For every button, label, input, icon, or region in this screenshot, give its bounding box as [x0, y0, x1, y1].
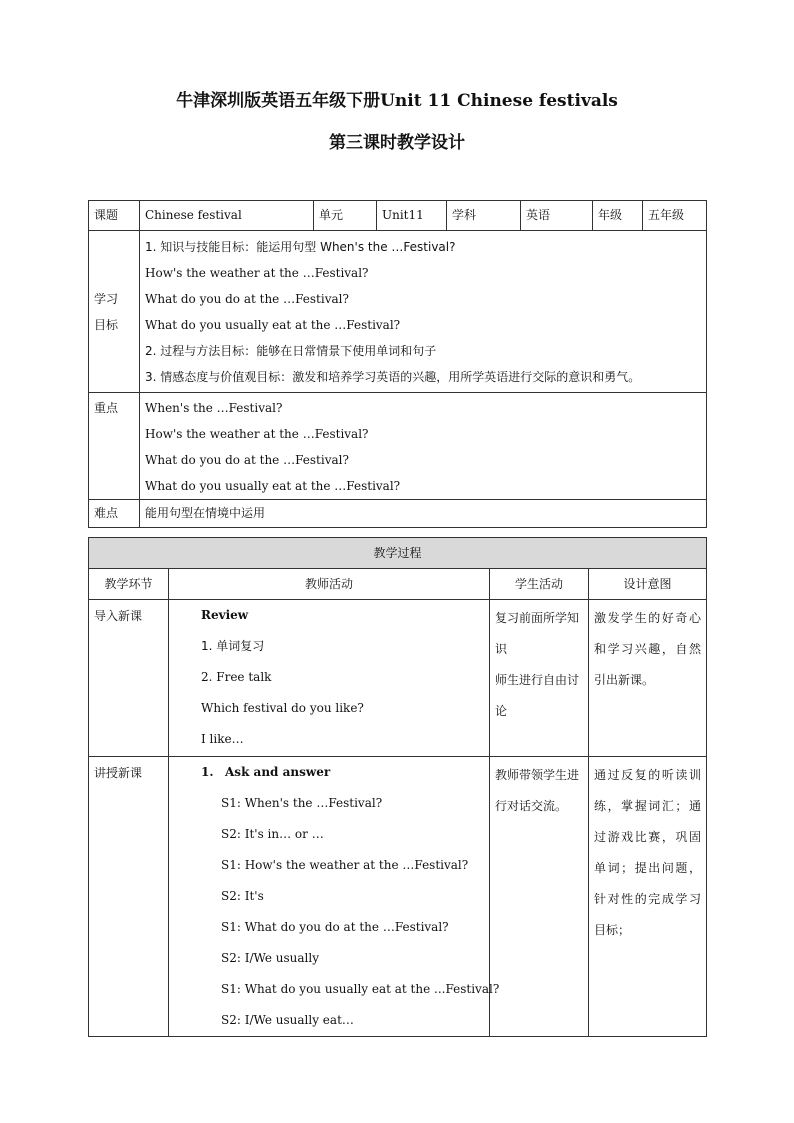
header-teacher: 教师活动	[169, 569, 490, 600]
student-intro-line: 师生进行自由讨论	[495, 673, 580, 718]
keypoint-line: When's the …Festival?	[145, 401, 283, 415]
teacher-new	[169, 757, 500, 1037]
stage-intro: 导入新课	[89, 600, 169, 757]
teacher-intro	[169, 600, 490, 757]
topic-label: 课题	[89, 201, 140, 231]
dialogue-line: S2: It's	[221, 889, 264, 903]
objectives-content	[140, 231, 707, 393]
dialogue-line: S1: When's the …Festival?	[221, 796, 383, 810]
teacher-intro-line: 1. 单词复习	[201, 639, 265, 653]
teacher-intro-line: I like…	[201, 732, 244, 746]
keypoints-label: 重点	[89, 393, 140, 500]
topic-value: Chinese festival	[140, 201, 314, 231]
objective-line: How's the weather at the …Festival?	[145, 266, 369, 280]
info-row	[89, 201, 707, 231]
intent-new: 通过反复的听读训练，掌握词汇；通过游戏比赛，巩固单词；提出问题，针对性的完成学习目标；	[589, 757, 707, 1037]
teacher-intro-line: 2. Free talk	[201, 670, 272, 684]
process-band-row	[89, 538, 707, 569]
objective-line: 3. 情感态度与价值观目标：激发和培养学习英语的兴趣，用所学英语进行交际的意识和勇气。	[145, 370, 641, 384]
dialogue-line: S1: What do you usually eat at the ...Festival?	[221, 982, 500, 996]
header-student: 学生活动	[490, 569, 589, 600]
stage-new: 讲授新课	[89, 757, 169, 1037]
subject-label: 学科	[447, 201, 521, 231]
objective-line: 2. 过程与方法目标：能够在日常情景下使用单词和句子	[145, 344, 437, 358]
teacher-new-heading: 1. Ask and answer	[201, 765, 331, 779]
difficulty-row	[89, 500, 707, 528]
unit-label: 单元	[314, 201, 377, 231]
teacher-intro-line: Review	[201, 608, 249, 622]
dialogue-line: S1: What do you do at the …Festival?	[221, 920, 449, 934]
process-table	[88, 537, 707, 1037]
objective-line: What do you do at the …Festival?	[145, 292, 349, 306]
objective-line: 1. 知识与技能目标：能运用句型 When's the …Festival?	[145, 240, 456, 254]
objectives-label	[89, 231, 140, 393]
keypoint-line: How's the weather at the …Festival?	[145, 427, 369, 441]
grade-label: 年级	[593, 201, 643, 231]
header-stage: 教学环节	[89, 569, 169, 600]
keypoint-line: What do you do at the …Festival?	[145, 453, 349, 467]
subject-value: 英语	[521, 201, 593, 231]
teacher-intro-line: Which festival do you like?	[201, 701, 364, 715]
lesson-info-table	[88, 200, 707, 528]
unit-value: Unit11	[377, 201, 447, 231]
grade-value: 五年级	[643, 201, 707, 231]
process-header-row	[89, 569, 707, 600]
process-row-intro	[89, 600, 707, 757]
process-row-new	[89, 757, 707, 1037]
objectives-row	[89, 231, 707, 393]
keypoints-row	[89, 393, 707, 500]
document-title: 牛津深圳版英语五年级下册Unit 11 Chinese festivals	[176, 91, 618, 111]
process-band: 教学过程	[89, 538, 707, 569]
student-new: 教师带领学生进行对话交流。	[490, 757, 589, 1037]
dialogue-line: S1: How's the weather at the …Festival?	[221, 858, 469, 872]
student-intro	[490, 600, 589, 757]
header-intent: 设计意图	[589, 569, 707, 600]
intent-intro: 激发学生的好奇心和学习兴趣，自然引出新课。	[589, 600, 707, 757]
difficulty-label: 难点	[89, 500, 140, 528]
dialogue-line: S2: I/We usually eat…	[221, 1013, 354, 1027]
keypoint-line: What do you usually eat at the …Festival?	[145, 479, 401, 493]
document-subtitle: 第三课时教学设计	[329, 133, 465, 153]
objective-line: What do you usually eat at the …Festival?	[145, 318, 401, 332]
keypoints-content	[140, 393, 707, 500]
difficulty-value: 能用句型在情境中运用	[140, 500, 707, 528]
student-intro-line: 复习前面所学知识	[495, 611, 580, 656]
dialogue-line: S2: It's in… or …	[221, 827, 324, 841]
dialogue-line: S2: I/We usually	[221, 951, 319, 965]
objectives-label-text: 学习目标	[94, 291, 119, 332]
